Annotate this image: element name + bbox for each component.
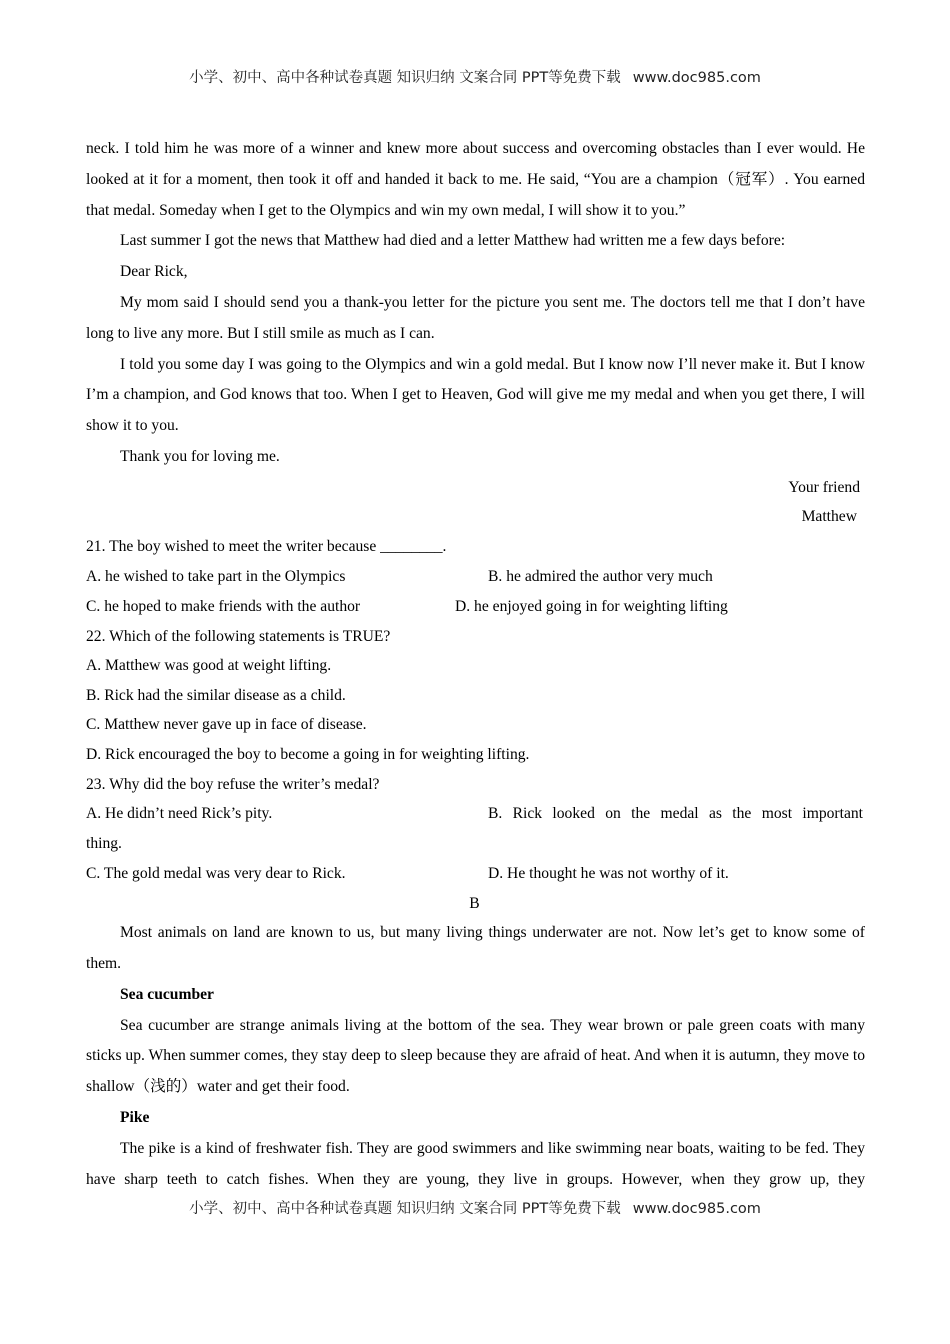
question-23-options-row-2 <box>86 859 865 889</box>
footer-url[interactable]: www.doc985.com <box>632 1201 761 1217</box>
question-22-option-c: C. Matthew never gave up in face of disease. <box>86 716 367 734</box>
letter-paragraph-2: I told you some day I was going to the Olympics and win a gold medal. But I know now I’ll never make it. But I know I’m a champion, and God knows that too. When I get to Heaven, God will give me my medal and when you get there, I will show it to you. <box>86 355 865 435</box>
passage-a-paragraph-2: Last summer I got the news that Matthew had died and a letter Matthew had written me a few days before: <box>120 232 786 250</box>
passage-b-pike-paragraph: The pike is a kind of freshwater fish. They are good swimmers and like swimming near boats, waiting to be fed. They have sharp teeth to catch fishes. When they are young, they live in groups. However, when they grow up, they <box>86 1139 865 1188</box>
question-23-option-a: A. He didn’t need Rick’s pity. <box>86 805 273 823</box>
question-23-option-c: C. The gold medal was very dear to Rick. <box>86 864 346 882</box>
question-23-stem: 23. Why did the boy refuse the writer’s medal? <box>86 775 380 793</box>
letter-paragraph-1: My mom said I should send you a thank-you letter for the picture you sent me. The doctors tell me that I don’t have long to live any more. But I still smile as much as I can. <box>86 293 865 342</box>
question-23 <box>86 770 865 889</box>
page-header <box>0 66 950 87</box>
letter-paragraph-3: Thank you for loving me. <box>120 447 280 465</box>
page-content <box>86 134 865 1195</box>
question-21-option-b: B. he admired the author very much <box>488 567 713 585</box>
question-21-option-a: A. he wished to take part in the Olympics <box>86 567 346 585</box>
question-21-option-c: C. he hoped to make friends with the author <box>86 597 361 615</box>
question-22-stem: 22. Which of the following statements is TRUE? <box>86 627 391 645</box>
question-22-option-b: B. Rick had the similar disease as a child. <box>86 686 346 704</box>
heading-pike: Pike <box>120 1109 150 1127</box>
question-22-option-d: D. Rick encouraged the boy to become a going in for weighting lifting. <box>86 745 530 763</box>
question-21-option-d: D. he enjoyed going in for weighting lifting <box>455 597 728 615</box>
header-url[interactable]: www.doc985.com <box>632 70 761 86</box>
passage-b-intro: Most animals on land are known to us, but many living things underwater are not. Now let’s get to know some of them. <box>86 924 865 973</box>
question-22-option-a: A. Matthew was good at weight lifting. <box>86 657 332 675</box>
passage-b-sea-cucumber-paragraph: Sea cucumber are strange animals living at the bottom of the sea. They wear brown or pale green coats with many sticks up. When summer comes, they stay deep to sleep because they are afraid of heat. And when it is autumn, they move to shallow（浅的）water and get their food. <box>86 1016 865 1096</box>
heading-sea-cucumber: Sea cucumber <box>120 985 214 1003</box>
question-22 <box>86 622 865 770</box>
question-23-option-d: D. He thought he was not worthy of it. <box>488 864 729 882</box>
letter-salutation: Dear Rick, <box>120 263 188 281</box>
question-21-stem: 21. The boy wished to meet the writer because ________. <box>86 537 447 555</box>
footer-text: 小学、初中、高中各种试卷真题 知识归纳 文案合同 PPT等免费下载 <box>189 1201 621 1217</box>
question-23-option-b: B. Rick looked on the medal as the most important <box>488 805 863 823</box>
header-text: 小学、初中、高中各种试卷真题 知识归纳 文案合同 PPT等免费下载 <box>189 70 621 86</box>
question-23-option-b-continued: thing. <box>86 835 122 853</box>
question-21-options-row-1 <box>86 562 865 592</box>
section-b-label: B <box>469 894 480 912</box>
question-21 <box>86 532 865 622</box>
letter-signature: Matthew <box>801 508 857 526</box>
page-footer <box>0 1197 950 1218</box>
question-23-options-row-1 <box>86 799 865 829</box>
passage-a-paragraph-1: neck. I told him he was more of a winner and knew more about success and overcoming obstacles than I ever would. He looked at it for a moment, then took it off and handed it back to me. He said, “You are a champion（冠军）. You earned that medal. Someday when I get to the Olympics and win my own medal, I will show it to you.” <box>86 140 865 219</box>
letter-closing: Your friend <box>788 478 860 496</box>
question-21-options-row-2 <box>86 592 865 622</box>
